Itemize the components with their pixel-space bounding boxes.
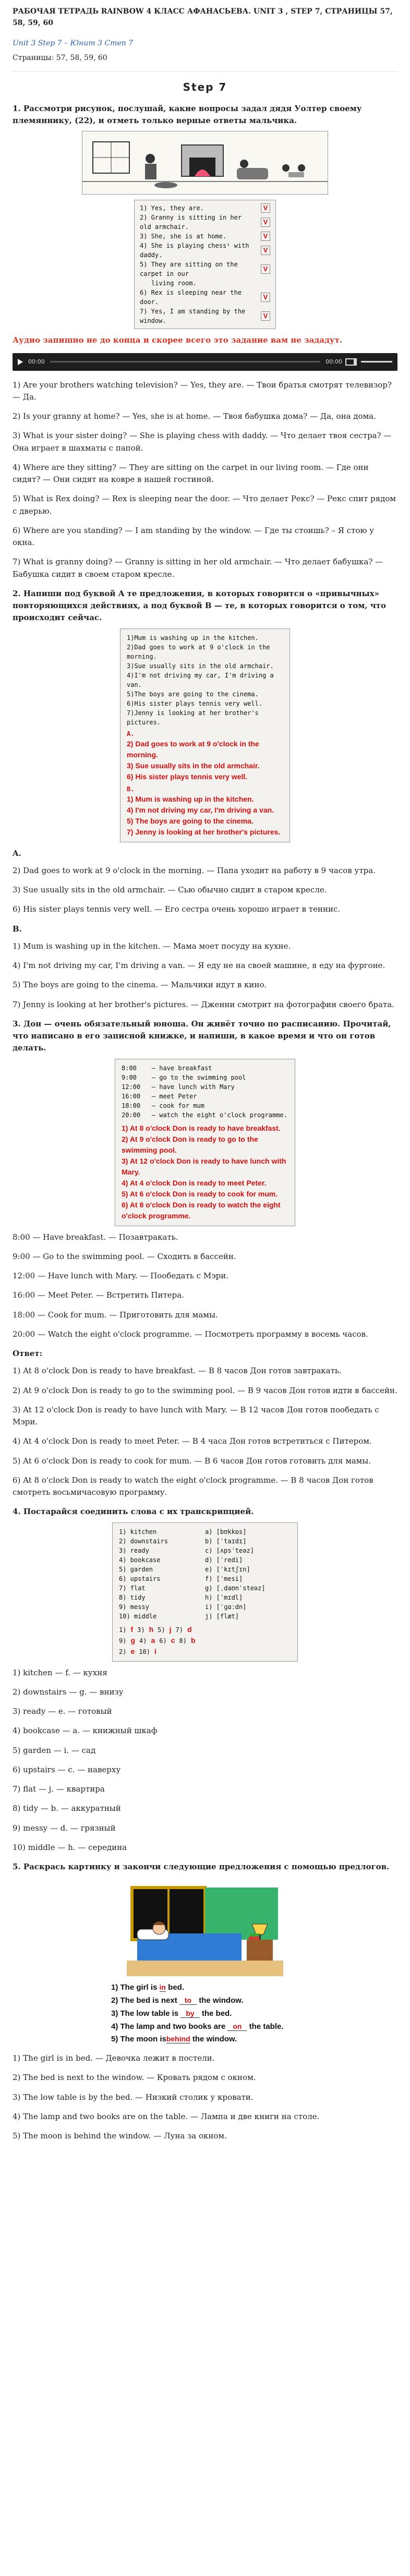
answer-label: Ответ: <box>13 1349 43 1358</box>
filled-letter: h <box>149 1625 154 1634</box>
handwritten-answer: behind <box>166 2035 190 2043</box>
word: 1) kitchen <box>119 1528 157 1535</box>
checkbox[interactable]: V <box>261 311 270 321</box>
filled-letter: e <box>130 1647 135 1655</box>
handwritten-answer: 6) His sister plays tennis very well. <box>127 772 248 781</box>
handwritten-answer: to <box>179 1996 197 2005</box>
filled-row <box>119 1646 291 1657</box>
divider <box>13 71 397 72</box>
answer-line: 7) flat — j. — квартира <box>13 1784 105 1794</box>
schedule-translation: 12:00 — Have lunch with Mary. — Пообедать с Мэри. <box>13 1271 228 1280</box>
transcriptions-column <box>205 1527 291 1621</box>
schedule-line: 9:00 — go to the swimming pool <box>122 1073 246 1081</box>
step-heading: Step 7 <box>183 80 227 93</box>
transcription: a) [bʊkkɒs] <box>205 1528 247 1535</box>
answer-line: 1) Are your brothers watching television? — Yes, they are. — Твои братья смотрят телевизор? — Да. <box>13 380 392 402</box>
answer-line: 10) middle — h. — середина <box>13 1842 127 1852</box>
handwritten-answer: 6) At 8 o'clock Don is ready to watch the eight o'clock programme. <box>122 1200 281 1220</box>
scan-line: 4)I'm not driving my car, I'm driving a van. <box>127 671 274 688</box>
scan-line: 5)The boys are going to the cinema. <box>127 690 259 698</box>
filled-letter: j <box>169 1625 172 1634</box>
family-room-picture <box>82 131 328 195</box>
breadcrumb[interactable]: Unit 3 Step 7 – Юнит 3 Степ 7 <box>13 39 134 48</box>
filled-number: 7) <box>175 1626 183 1634</box>
answer-line: 1) Mum is washing up in the kitchen. — Мама моет посуду на кухне. <box>13 941 291 951</box>
bedroom-picture <box>127 1877 283 1976</box>
words-column <box>119 1527 205 1621</box>
pages-line: Страницы: 57, 58, 59, 60 <box>13 54 107 63</box>
scan-line: 6)His sister plays tennis very well. <box>127 699 263 707</box>
bedroom-illustration <box>127 1877 283 1976</box>
answer-line: 7) Jenny is looking at her brother's pictures. — Дженни смотрит на фотографии своего брата. <box>13 999 394 1009</box>
handwritten-answer: 1) Mum is washing up in the kitchen. <box>127 794 254 803</box>
scan-a-label: A. <box>127 730 135 737</box>
answer-text: 6) Rex is sleeping near the door. <box>140 289 242 306</box>
answer-line: 4) bookcase — a. — книжный шкаф <box>13 1726 158 1736</box>
filled-number: 2) <box>119 1648 127 1655</box>
sentence: 4) The lamp and two books are on the table. <box>111 2022 284 2031</box>
schedule-line: 20:00 — watch the eight o'clock programme. <box>122 1111 287 1119</box>
filled-number: 4) <box>139 1637 147 1644</box>
scan-line: 2)Dad goes to work at 9 o'clock in the morning. <box>127 643 270 660</box>
answer-line: 5) garden — i. — сад <box>13 1745 96 1755</box>
answer-line: 1) The girl is in bed. — Девочка лежит в постели. <box>13 2053 215 2063</box>
answer-line: 2) At 9 o'clock Don is ready to go to the swimming pool. — В 9 часов Дон готов идти в бассейн. <box>13 1385 397 1395</box>
filled-row <box>119 1624 291 1635</box>
audio-duration: 00:00 <box>325 358 342 365</box>
audio-current-time: 00:00 <box>28 358 45 365</box>
checklist-row <box>140 260 270 279</box>
transcription: d) [ˈredi] <box>205 1556 243 1564</box>
word: 5) garden <box>119 1565 153 1573</box>
answer-line: 5) At 6 o'clock Don is ready to cook for mum. — В 6 часов Дон готов готовить для мамы. <box>13 1456 371 1466</box>
answer-text: living room. <box>151 280 197 287</box>
schedule-line: 8:00 — have breakfast <box>122 1064 212 1072</box>
answer-line: 2) Dad goes to work at 9 o'clock in the morning. — Папа уходит на работу в 9 часов утра. <box>13 865 376 875</box>
task5-sentences-scan <box>111 1981 299 2046</box>
checklist-row <box>140 232 270 241</box>
task3-notebook-scan <box>115 1059 295 1226</box>
checkbox[interactable]: V <box>261 203 270 213</box>
handwritten-answer: 2) Dad goes to work at 9 o'clock in the morning. <box>127 739 259 759</box>
checklist-row <box>140 213 270 232</box>
filled-number: 6) <box>159 1637 167 1644</box>
handwritten-answer: 1) At 8 o'clock Don is ready to have breakfast. <box>122 1123 281 1132</box>
task3-title: 3. Дон — очень обязательный юноша. Он живёт точно по расписанию. Прочитай, что написано в его записной книжке, и напиши, в какое время и что он готов делать. <box>13 1019 391 1053</box>
answer-text: 1) Yes, they are. <box>140 204 204 212</box>
handwritten-answer: in <box>159 1983 166 1992</box>
handwritten-answer: 5) The boys are going to the cinema. <box>127 816 254 825</box>
sentence: 2) The bed is next to the window. <box>111 1996 244 2005</box>
section-a-label: A. <box>13 848 21 858</box>
task4-matching-scan <box>112 1522 298 1662</box>
answer-line: 6) At 8 o'clock Don is ready to watch the eight o'clock programme. — В 8 часов Дон готов смотреть восьмичасовую программу. <box>13 1475 373 1497</box>
filled-letter: f <box>130 1625 134 1634</box>
schedule-translation: 20:00 — Watch the eight o'clock programme. — Посмотреть программу в восемь часов. <box>13 1329 368 1339</box>
checkbox[interactable]: V <box>261 264 270 274</box>
answer-line: 9) messy — d. — грязный <box>13 1823 116 1833</box>
filled-letter: d <box>187 1625 192 1634</box>
answer-line: 5) The moon is behind the window. — Луна за окном. <box>13 2131 227 2140</box>
transcription: f) [ˈmesi] <box>205 1575 243 1582</box>
audio-player <box>13 353 397 371</box>
filled-letter: c <box>171 1636 175 1644</box>
section-b-label: B. <box>13 924 22 934</box>
audio-seek-bar[interactable] <box>50 361 321 362</box>
answer-line: 7) What is granny doing? — Granny is sitting in her old armchair. — Что делает бабушка? — Бабушка сидит в своем старом кресле. <box>13 557 383 579</box>
filled-number: 1) <box>119 1626 127 1634</box>
answer-text: 4) She is playing chess¹ with daddy. <box>140 242 249 259</box>
word: 6) upstairs <box>119 1575 161 1582</box>
answer-line: 2) Is your granny at home? — Yes, she is at home. — Твоя бабушка дома? — Да, она дома. <box>13 412 376 421</box>
handwritten-answer: 3) Sue usually sits in the old armchair. <box>127 761 260 770</box>
handwritten-answer: on <box>227 2022 247 2031</box>
answer-line: 3) What is your sister doing? — She is playing chess with daddy. — Что делает твоя сестра? — Она играет в шахматы с папой. <box>13 431 392 453</box>
scan-line: 1)Mum is washing up in the kitchen. <box>127 634 259 642</box>
checkbox[interactable]: V <box>261 293 270 302</box>
handwritten-answer: 2) At 9 o'clock Don is ready to go to the swimming pool. <box>122 1134 258 1154</box>
task2-title: 2. Напиши под буквой A те предложения, в которых говорится о «привычных» повторяющихся действиях, а под буквой B — те, в которых говорится о том, что происходит сейчас. <box>13 588 386 623</box>
word: 3) ready <box>119 1546 149 1554</box>
handwritten-answer: by <box>180 2009 199 2018</box>
filled-letter: a <box>151 1636 155 1644</box>
filled-number: 5) <box>158 1626 165 1634</box>
answer-line: 4) At 4 o'clock Don is ready to meet Peter. — В 4 часа Дон готов встретиться с Питером. <box>13 1436 372 1446</box>
handwritten-answer: 3) At 12 o'clock Don is ready to have lunch with Mary. <box>122 1156 286 1176</box>
answer-line: 6) upstairs — c. — наверху <box>13 1764 121 1774</box>
answer-line: 2) The bed is next to the window. — Кровать рядом с окном. <box>13 2073 256 2083</box>
filled-row <box>119 1635 291 1646</box>
play-icon[interactable] <box>18 359 23 365</box>
page-title: РАБОЧАЯ ТЕТРАДЬ RAINBOW 4 КЛАСС АФАНАСЬЕВА. UNIT 3 , STEP 7, СТРАНИЦЫ 57, 58, 59, 60 <box>13 7 393 27</box>
schedule-line: 18:00 — cook for mum <box>122 1102 204 1109</box>
checklist-row <box>140 307 270 325</box>
answer-line: 3) Sue usually sits in the old armchair. — Сью обычно сидит в старом кресле. <box>13 885 327 894</box>
checkbox[interactable]: V <box>261 246 270 255</box>
matching-columns <box>119 1527 291 1621</box>
task1-title: 1. Рассмотри рисунок, послушай, какие вопросы задал дядя Уолтер своему племяннику, (22), и отметь только верные ответы мальчика. <box>13 103 362 125</box>
answer-text: 3) She, she is at home. <box>140 233 227 240</box>
answer-line: 4) The lamp and two books are on the table. — Лампа и две книги на столе. <box>13 2111 320 2121</box>
family-room-illustration <box>82 131 328 194</box>
schedule-line: 12:00 — have lunch with Mary <box>122 1083 235 1091</box>
answer-line: 5) What is Rex doing? — Rex is sleeping near the door. — Что делает Рекс? — Рекс спит рядом с дверью. <box>13 494 396 516</box>
word: 8) tidy <box>119 1593 146 1601</box>
handwritten-answer: 4) I'm not driving my car, I'm driving a van. <box>127 805 274 814</box>
sentence: 3) The low table is by the bed. <box>111 2009 232 2018</box>
scan-line: 7)Jenny is looking at her brother's pictures. <box>127 709 259 726</box>
answer-line: 1) At 8 o'clock Don is ready to have breakfast. — В 8 часов Дон готов завтракать. <box>13 1366 342 1376</box>
transcription: b) [ˈtaɪdɪ] <box>205 1537 247 1545</box>
word: 9) messy <box>119 1603 149 1611</box>
filled-letter: b <box>190 1636 196 1644</box>
answer-text: 5) They are sitting on the carpet in our <box>140 261 238 278</box>
answer-text: 2) Granny is sitting in her old armchair. <box>140 214 242 231</box>
transcription: i) [ˈɡɑːdn] <box>205 1603 247 1611</box>
transcription: g) [ˌdaʊnˈsteəz] <box>205 1584 266 1592</box>
schedule-translation: 9:00 — Go to the swimming pool. — Сходить в бассейн. <box>13 1251 236 1261</box>
answer-line: 6) Where are you standing? — I am standing by the window. — Где ты стоишь? – Я стою у окна. <box>13 525 375 547</box>
word: 7) flat <box>119 1584 146 1592</box>
filled-number: 3) <box>137 1626 145 1634</box>
answer-line: 4) I'm not driving my car, I'm driving a van. — Я еду не на своей машине, я еду на фургоне. <box>13 961 385 970</box>
checklist-row <box>140 203 270 213</box>
sentence: 5) The moon isbehind the window. <box>111 2035 237 2044</box>
checklist-row <box>140 279 270 288</box>
handwritten-answer: 7) Jenny is looking at her brother's pictures. <box>127 827 281 836</box>
filled-number: 8) <box>179 1637 187 1644</box>
handwritten-answer: 4) At 4 o'clock Don is ready to meet Peter. <box>122 1178 267 1187</box>
filled-letter: g <box>130 1636 136 1644</box>
task4-title: 4. Постарайся соединить слова с их транскрипцией. <box>13 1507 254 1517</box>
audio-note: Аудио запишно не до конца и скорее всего это задание вам не зададут. <box>13 335 343 345</box>
transcription: h) [ˈmɪdl] <box>205 1593 243 1601</box>
volume-slider[interactable] <box>361 361 392 362</box>
answer-line: 5) The boys are going to the cinema. — Мальчики идут в кино. <box>13 980 267 990</box>
volume-icon[interactable] <box>345 358 357 366</box>
checkbox[interactable]: V <box>261 232 270 241</box>
scan-b-label: B. <box>127 785 135 793</box>
answer-line: 3) ready — e. — готовый <box>13 1707 112 1716</box>
schedule-line: 16:00 — meet Peter <box>122 1092 197 1100</box>
filled-number: 9) <box>119 1637 127 1644</box>
word: 10) middle <box>119 1612 157 1620</box>
answer-line: 6) His sister plays tennis very well. — Его сестра очень хорошо играет в теннис. <box>13 904 341 914</box>
checklist-row <box>140 241 270 260</box>
handwritten-answer: 5) At 6 o'clock Don is ready to cook for mum. <box>122 1189 278 1198</box>
schedule-translation: 18:00 — Cook for mum. — Приготовить для мамы. <box>13 1310 218 1320</box>
task2-workbook-scan <box>120 628 290 842</box>
transcription: e) [ˈkɪtʃɪn] <box>205 1565 250 1573</box>
schedule-translation: 16:00 — Meet Peter. — Встретить Питера. <box>13 1290 184 1300</box>
answer-line: 3) The low table is by the bed. — Низкий столик у кровати. <box>13 2092 254 2102</box>
filled-number: 10) <box>139 1648 150 1655</box>
answer-line: 1) kitchen — f. — кухня <box>13 1667 107 1677</box>
transcription: c) [ʌpsˈteəz] <box>205 1546 254 1554</box>
answer-line: 3) At 12 o'clock Don is ready to have lunch with Mary. — В 12 часов Дон готов пообедать с Мэри. <box>13 1405 379 1426</box>
task5-title: 5. Раскрась картинку и закончи следующие предложения с помощью предлогов. <box>13 1862 390 1871</box>
word: 4) bookcase <box>119 1556 161 1564</box>
answer-line: 4) Where are they sitting? — They are sitting on the carpet in our living room. — Где они сидят? — Они сидят на ковре в нашей гостиной. <box>13 462 369 484</box>
filled-letter: i <box>154 1647 156 1655</box>
scan-line: 3)Sue usually sits in the old armchair. <box>127 662 274 670</box>
answer-line: 2) downstairs — g. — внизу <box>13 1687 124 1697</box>
checklist-row <box>140 288 270 307</box>
schedule-translation: 8:00 — Have breakfast. — Позавтракать. <box>13 1232 178 1242</box>
word: 2) downstairs <box>119 1537 168 1545</box>
transcription: j) [flæt] <box>205 1612 239 1620</box>
checkbox[interactable]: V <box>261 217 270 227</box>
task1-answer-checklist <box>134 200 276 329</box>
sentence: 1) The girl is in bed. <box>111 1983 184 1992</box>
answer-line: 8) tidy — b. — аккуратный <box>13 1804 121 1813</box>
answer-text: 7) Yes, I am standing by the window. <box>140 308 246 325</box>
